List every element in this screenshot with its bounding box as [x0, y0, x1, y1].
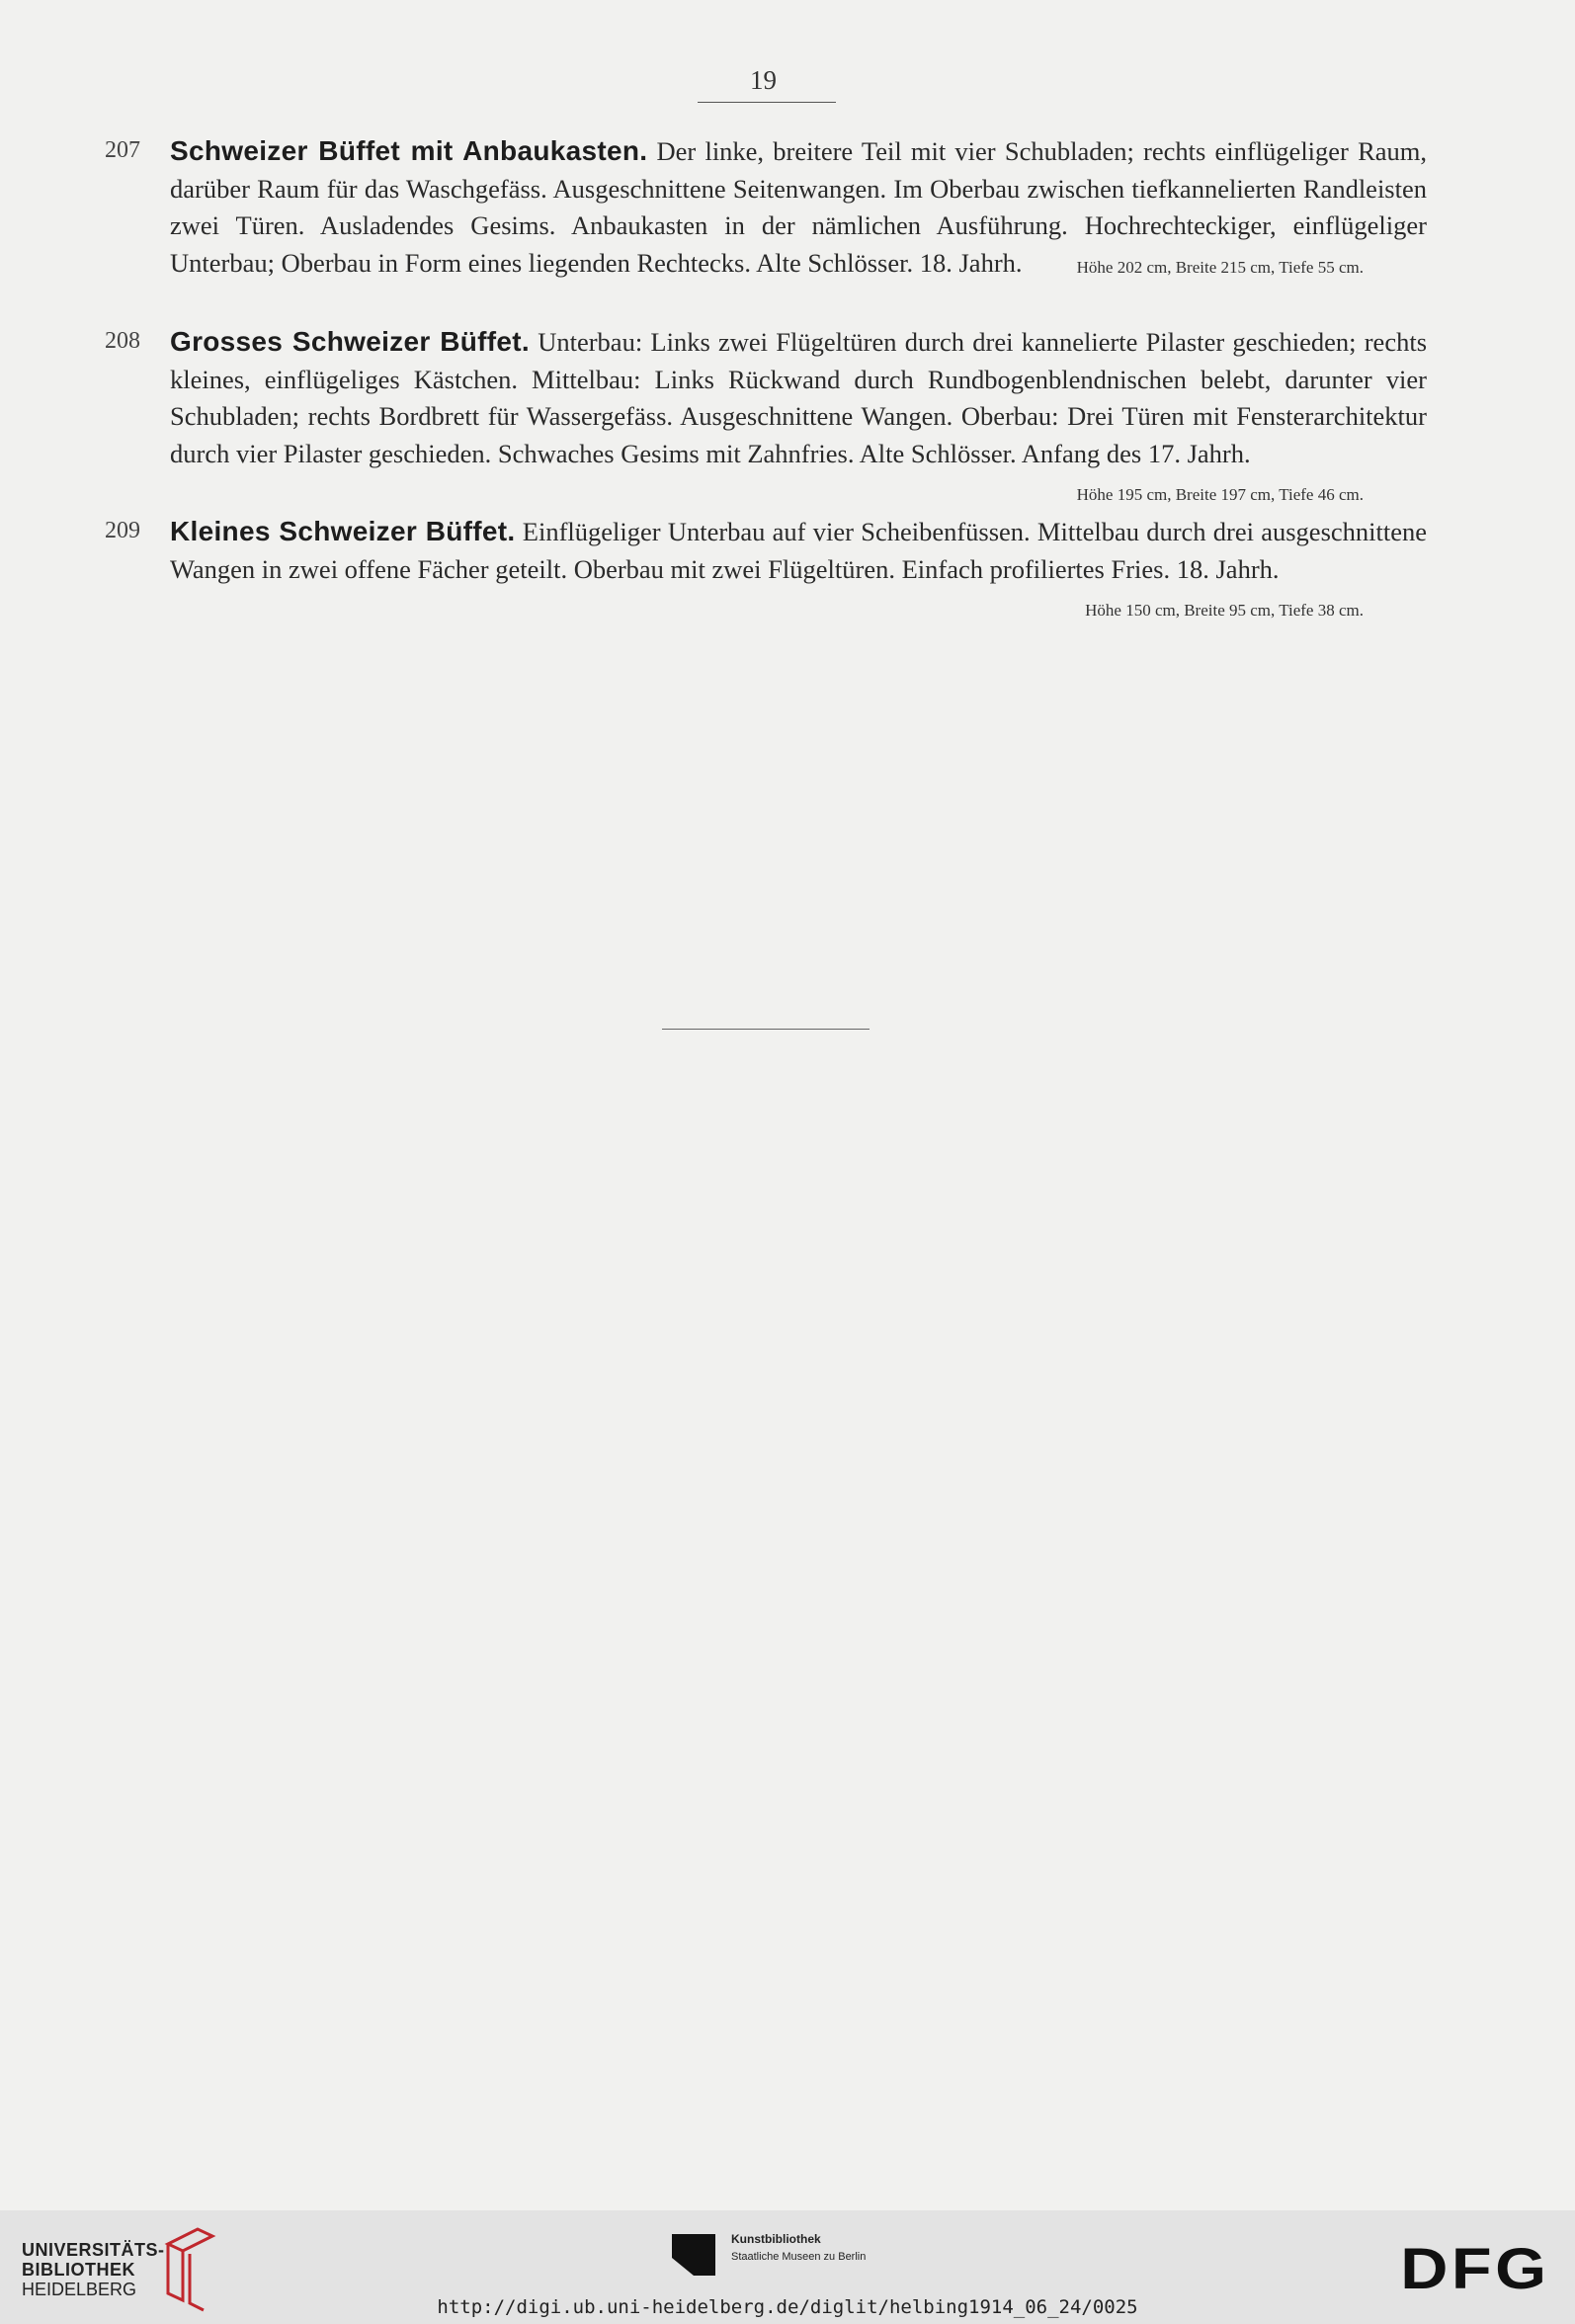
catalog-entry [105, 513, 1428, 629]
entry-number: 209 [105, 518, 140, 543]
dfg-logo[interactable]: DFG [1399, 2237, 1549, 2301]
kunstbibliothek-logo-icon[interactable] [670, 2232, 717, 2278]
page-number: 19 [750, 65, 777, 95]
kb-line-1: Kunstbibliothek [731, 2232, 821, 2246]
kunstbibliothek-label[interactable] [731, 2230, 866, 2266]
entry-description: Der linke, breitere Teil mit vier Schubladen; rechts einflügeliger Raum, darüber Raum für das Waschgefäss. Ausgeschnittene Seitenwangen. Im Oberbau zwischen tiefkannelierten Randleisten zwei Türen. Ausladendes Gesims. Anbaukasten in der nämlichen Ausführung. Hochrechteckiger, einflügeliger Unterbau; Oberbau in Form eines liegenden Rechtecks. Alte Schlösser. 18. Jahrh. [170, 136, 1427, 278]
ub-line-2: BIBLIOTHEK [22, 2260, 135, 2280]
entry-text [170, 513, 1428, 620]
ub-line-3: HEIDELBERG [22, 2280, 137, 2299]
entry-title: Schweizer Büffet mit Anbaukasten. [170, 135, 648, 166]
entry-dimensions: Höhe 150 cm, Breite 95 cm, Tiefe 38 cm. [1085, 601, 1364, 620]
entry-description: Unterbau: Links zwei Flügeltüren durch drei kannelierte Pilaster geschieden; rechts kleines, einflügeliges Kästchen. Mittelbau: Links Rückwand durch Rundbogenblendnischen belebt, darunter vier Schubladen; rechts Bordbrett für Wassergefäss. Ausgeschnittene Wangen. Oberbau: Drei Türen mit Fensterarchitektur durch vier Pilaster geschieden. Schwaches Gesims mit Zahnfries. Alte Schlösser. Anfang des 17. Jahrh. [170, 327, 1428, 468]
entry-number: 207 [105, 137, 140, 163]
entry-title: Kleines Schweizer Büffet. [170, 516, 516, 546]
entry-text [170, 132, 1427, 282]
ub-heidelberg-label[interactable] [22, 2240, 165, 2299]
ub-line-1: UNIVERSITÄTS- [22, 2240, 165, 2260]
entry-number: 208 [105, 328, 140, 354]
section-divider [662, 1029, 870, 1030]
kb-line-2: Staatliche Museen zu Berlin [731, 2251, 867, 2263]
catalog-entry [105, 132, 1427, 286]
entry-dimensions: Höhe 195 cm, Breite 197 cm, Tiefe 46 cm. [1076, 485, 1364, 504]
entry-description: Einflügeliger Unterbau auf vier Scheibenfüssen. Mittelbau durch drei ausgeschnittene Wangen in zwei offene Fächer geteilt. Oberbau mit zwei Flügeltüren. Einfach profiliertes Fries. 18. Jahrh. [170, 517, 1428, 584]
entry-text [170, 323, 1428, 504]
permalink-url[interactable]: http://digi.ub.uni-heidelberg.de/diglit/helbing1914_06_24/0025 [437, 2296, 1138, 2318]
catalog-entry [105, 323, 1428, 514]
footer-bar [0, 2210, 1575, 2324]
entry-dimensions: Höhe 202 cm, Breite 215 cm, Tiefe 55 cm. [1076, 257, 1364, 277]
page-number-rule [698, 102, 836, 103]
entry-title: Grosses Schweizer Büffet. [170, 326, 530, 357]
